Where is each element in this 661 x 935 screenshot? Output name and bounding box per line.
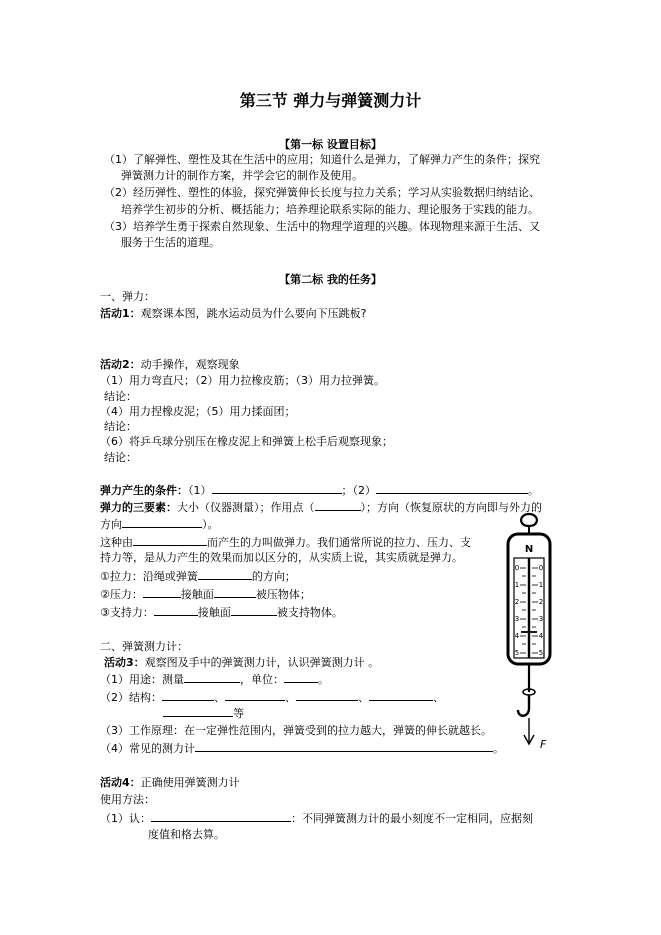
activity2-line: 结论： [104,390,137,403]
blank [231,605,277,616]
page-title: 第三节 弹力与弹簧测力计 [239,91,422,110]
scale-label: 4 [538,632,544,640]
use-line [100,672,329,687]
sep: 、 [358,691,369,704]
blank [162,690,214,701]
activity2-line: 结论： [104,420,137,433]
scale-label: 3 [538,615,544,623]
blank [376,483,528,494]
part2-heading: 二、弹簧测力计： [100,640,188,653]
scale-label: 4 [514,632,520,640]
scale-label: 5 [514,649,520,657]
scale-label: 1 [538,581,544,589]
blank [122,517,202,528]
recog-a: （1）认： [100,812,151,825]
condition-line [100,483,539,498]
force-support [100,605,343,620]
activity1-label: 活动1： [100,307,141,320]
condition-p2: ；（2） [341,484,376,497]
elements-line2 [100,517,219,532]
blank [163,706,233,717]
activity2-line: （6）将乒乓球分别压在橡皮泥上和弹簧上松手后观察现象； [100,435,393,448]
scale-top-letter: N [524,544,534,555]
activity4 [100,776,240,790]
blank [225,690,285,701]
goal-line: （1）了解弹性、塑性及其在生活中的应用；知道什么是弹力，了解弹力产生的条件；探究 [104,153,540,166]
activity2-label: 活动2： [100,358,141,371]
condition-end: 。 [528,484,539,497]
blank [143,587,181,598]
blank [198,569,252,580]
blank [133,535,207,546]
activity2-line: （4）用力捏橡皮泥；（5）用力揉面团； [100,405,296,418]
activity3-label: 活动3： [104,656,145,669]
elements-line2-a: 方向 [100,518,122,531]
blank [154,605,198,616]
blank [151,811,291,822]
def-b: 而产生的力叫做弹力。我们通常所说的拉力、压力、支 [207,536,471,549]
force-press [100,587,311,602]
force2-a: ②压力： [100,588,143,601]
spring-balance-figure [496,512,562,754]
elements-line2-b: ）。 [202,518,219,531]
def-a: 这种由 [100,536,133,549]
part1-heading: 一、弹力： [100,290,155,303]
goal-line: （2）经历弹性、塑性的体验，探究弹簧伸长长度与拉力关系；学习从实验数据归纳结论、 [104,186,540,199]
force1-a: ①拉力：沿绳或弹簧 [100,570,198,583]
scale-label: 0 [514,564,520,572]
recognize-line2: 度值和格去算。 [148,828,225,841]
struct-end: 等 [233,707,244,720]
force3-b: 接触面 [197,606,231,619]
recognize-line [100,811,533,826]
condition-label: 弹力产生的条件： [100,484,188,497]
goal-line: 培养学生初步的分析、概括能力；培养理论联系实际的能力、理论服务于实践的能力。 [121,203,539,216]
force3-c: 被支持物体。 [276,606,343,619]
common-a: （4）常见的测力计 [100,742,195,755]
sep: 、 [285,691,296,704]
method-line: 使用方法： [100,793,155,806]
goal-line: 服务于生活的道理。 [121,236,220,249]
activity2-text: 动手操作，观察现象 [140,358,240,371]
common-line [100,741,504,756]
blank [184,672,240,683]
blank [212,483,342,494]
elements-text2: ）；方向（恢复原状的方向即与外力的 [360,501,542,514]
scale-label: 0 [538,564,544,572]
elements-line [100,500,542,515]
activity1 [100,307,367,321]
activity2-line: 结论： [104,451,137,464]
structure-line2 [163,706,244,721]
goal-line: （3）培养学生勇于探索自然现象、生活中的物理学道理的兴趣。体现物理来源于生活、又 [104,220,540,233]
force-pull [100,569,296,584]
elements-label: 弹力的三要素： [100,501,177,514]
blank [369,690,433,701]
definition-line [100,535,471,550]
activity4-text: 正确使用弹簧测力计 [140,776,240,789]
definition-line2: 持力等，是从力产生的效果而加以区分的，从实质上说，其实质就是弹力。 [100,551,463,564]
goal-line: 弹簧测力计的制作方案，并学会它的制作及使用。 [121,169,363,182]
use-a: （1）用途：测量 [100,673,184,686]
force-letter: F [540,738,547,751]
scale-label: 2 [514,598,520,606]
activity1-text: 观察课本图，跳水运动员为什么要向下压跳板? [140,307,367,320]
activity2-line: （1）用力弯直尺；（2）用力拉橡皮筋；（3）用力拉弹簧。 [100,374,385,387]
scale-label: 3 [514,615,520,623]
scale-label: 5 [538,649,544,657]
activity2 [100,358,240,372]
activity3-text: 观察图及手中的弹簧测力计，认识弹簧测力计 。 [144,656,380,669]
blank [195,741,493,752]
struct-a: （2）结构： [100,691,162,704]
blank [315,500,361,511]
blank [296,690,358,701]
scale-label: 2 [538,598,544,606]
use-b: ，单位： [240,673,284,686]
structure-line [100,690,444,705]
sep: 、 [433,691,444,704]
blank [214,587,256,598]
force2-c: 被压物体； [255,588,311,601]
elements-text1: 大小（仪器测量）；作用点（ [177,501,315,514]
use-c: 。 [318,673,329,686]
section2-heading: 【第二标 我的任务】 [279,273,382,286]
force3-a: ③支持力： [100,606,154,619]
section1-heading: 【第一标 设置目标】 [279,138,382,151]
condition-p1: （1） [188,484,212,497]
activity4-label: 活动4： [100,776,141,789]
sep: 、 [214,691,225,704]
common-b: 。 [493,742,504,755]
activity3 [104,656,379,670]
blank [284,672,318,683]
force2-b: 接触面 [180,588,214,601]
principle-line: （3）工作原理：在一定弹性范围内，弹簧受到的拉力越大，弹簧的伸长就越长。 [100,724,492,737]
scale-label: 1 [514,581,520,589]
force1-b: 的方向； [251,570,296,583]
recog-b: ：不同弹簧测力计的最小刻度不一定相同，应据刻 [291,812,533,825]
